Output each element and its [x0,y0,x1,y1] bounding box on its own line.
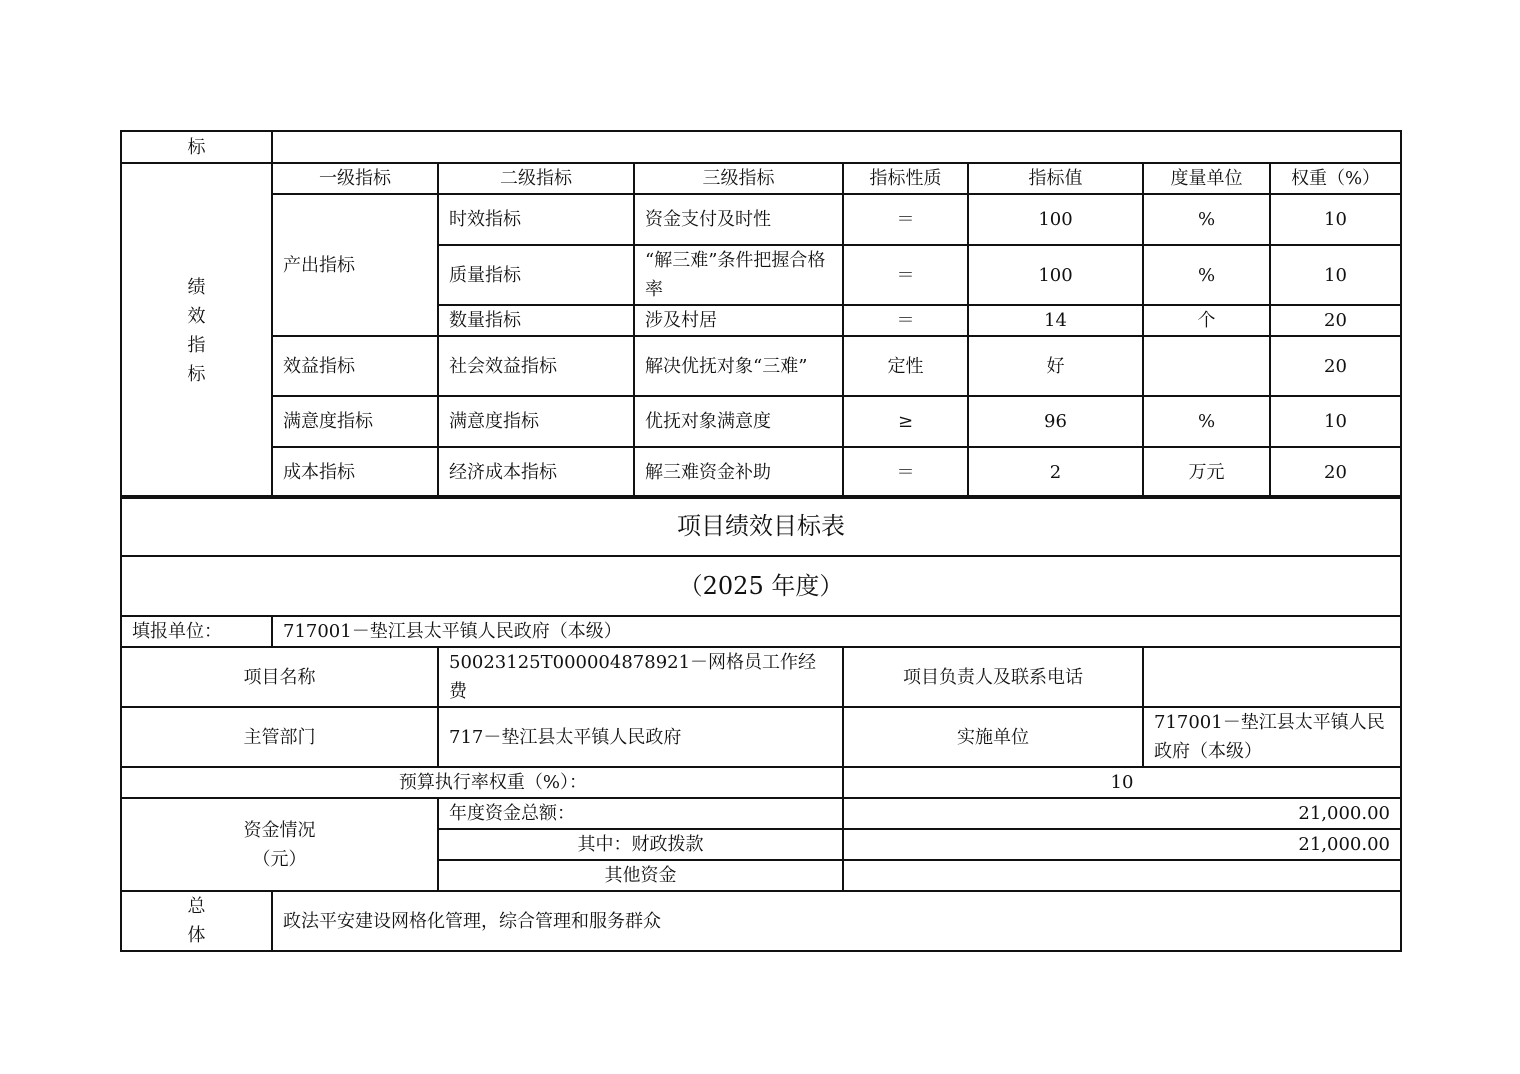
value-cell: 好 [968,336,1143,396]
unit-cell: 万元 [1143,447,1270,498]
fiscal-value: 21,000.00 [843,829,1401,860]
unit-cell: % [1143,245,1270,305]
header-unit: 度量单位 [1143,163,1270,194]
annual-total-value: 21,000.00 [843,798,1401,829]
form-title: 项目绩效目标表 [121,496,1401,556]
budget-rate-value: 10 [843,767,1401,798]
dept-label: 主管部门 [121,707,438,767]
level1-cell: 产出指标 [272,194,438,336]
unit-cell: % [1143,396,1270,447]
fill-unit-value: 717001－垫江县太平镇人民政府（本级） [272,616,1401,647]
header-level1: 一级指标 [272,163,438,194]
header-weight: 权重（%） [1270,163,1401,194]
nature-cell: ＝ [843,194,968,245]
budget-rate-label: 预算执行率权重（%）： [121,767,843,798]
fill-unit-label: 填报单位： [121,616,272,647]
level3-cell: 资金支付及时性 [634,194,843,245]
level3-cell: 解三难资金补助 [634,447,843,498]
fund-label: 资金情况 （元） [121,798,438,891]
top-empty-cell [272,131,1401,163]
level2-cell: 满意度指标 [438,396,634,447]
value-cell: 2 [968,447,1143,498]
overall-label: 总 体 [121,891,272,951]
nature-cell: 定性 [843,336,968,396]
level2-cell: 经济成本指标 [438,447,634,498]
nature-cell: ＝ [843,305,968,336]
top-label: 标 [121,131,272,163]
unit-cell [1143,336,1270,396]
form-year: （2025 年度） [121,556,1401,616]
impl-label: 实施单位 [843,707,1143,767]
weight-cell: 20 [1270,447,1401,498]
level2-cell: 社会效益指标 [438,336,634,396]
impl-value: 717001－垫江县太平镇人民政府（本级） [1143,707,1401,767]
value-cell: 100 [968,245,1143,305]
project-performance-target-table [120,495,1402,952]
header-value: 指标值 [968,163,1143,194]
level3-cell: “解三难”条件把握合格率 [634,245,843,305]
level3-cell: 涉及村居 [634,305,843,336]
level2-cell: 数量指标 [438,305,634,336]
weight-cell: 20 [1270,336,1401,396]
value-cell: 14 [968,305,1143,336]
project-name-label: 项目名称 [121,647,438,707]
header-nature: 指标性质 [843,163,968,194]
weight-cell: 10 [1270,245,1401,305]
performance-indicator-table [120,130,1402,499]
nature-cell: ＝ [843,447,968,498]
header-level3: 三级指标 [634,163,843,194]
nature-cell: ≥ [843,396,968,447]
table-row [121,447,1401,498]
table-row [121,396,1401,447]
weight-cell: 10 [1270,194,1401,245]
other-fund-value [843,860,1401,891]
contact-value [1143,647,1401,707]
table-row [121,336,1401,396]
weight-cell: 10 [1270,396,1401,447]
weight-cell: 20 [1270,305,1401,336]
contact-label: 项目负责人及联系电话 [843,647,1143,707]
annual-total-label: 年度资金总额： [438,798,843,829]
unit-cell: % [1143,194,1270,245]
level1-cell: 效益指标 [272,336,438,396]
other-fund-label: 其他资金 [438,860,843,891]
nature-cell: ＝ [843,245,968,305]
value-cell: 100 [968,194,1143,245]
level3-cell: 优抚对象满意度 [634,396,843,447]
value-cell: 96 [968,396,1143,447]
table-row [121,194,1401,245]
level3-cell: 解决优抚对象“三难” [634,336,843,396]
level1-cell: 成本指标 [272,447,438,498]
fiscal-label: 其中：财政拨款 [438,829,843,860]
header-level2: 二级指标 [438,163,634,194]
dept-value: 717－垫江县太平镇人民政府 [438,707,843,767]
level2-cell: 时效指标 [438,194,634,245]
overall-value: 政法平安建设网格化管理，综合管理和服务群众 [272,891,1401,951]
project-name-value: 50023125T000004878921－网格员工作经费 [438,647,843,707]
level2-cell: 质量指标 [438,245,634,305]
perf-indicator-label: 绩 效 指 标 [121,163,272,498]
level1-cell: 满意度指标 [272,396,438,447]
unit-cell: 个 [1143,305,1270,336]
